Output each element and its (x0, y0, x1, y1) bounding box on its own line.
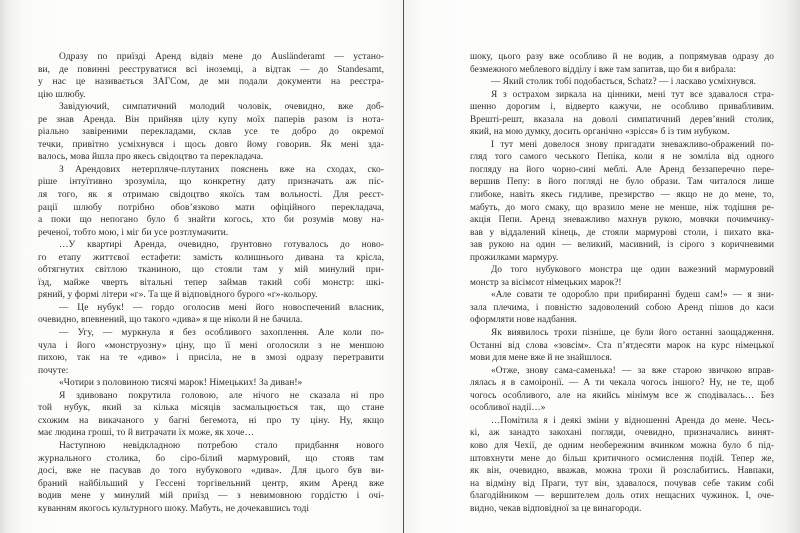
text-line: у нас це називається ЗАГСом, де ми подали документи на реєстра- (38, 77, 384, 88)
text-line: го етапу життєвої естафети: замість колишнього дивана та крісла, (38, 252, 384, 263)
paragraph (38, 390, 384, 440)
text-line: ріше інтуїтивно зрозуміла, що конкретну дату призначать аж піс- (38, 177, 384, 188)
text-line: очевидно, впевнений, що такого «дива» я ще ніколи й не бачила. (38, 315, 303, 326)
text-line: схожим на викачаного у багні бегемота, ні про ту ціну. Ну, якщо (38, 415, 384, 426)
text-line: ре знав Аренда. Він прийняв цілу купу моїх паперів разом із нота- (38, 114, 384, 125)
text-line: …Помітила я і деякі зміни у відношенні Аренда до мене. Чесь- (491, 415, 774, 426)
text-line: прожилками мармуру. (470, 252, 559, 263)
text-line: зала плечима, і повністю задоволений собою Аренд пішов до каси (470, 302, 774, 313)
text-line: — Який столик тобі подобається, Schatz? — і ласкаво усміхнувся. (491, 77, 757, 88)
text-line: видно, чекав відповідної за це винагороди. (470, 503, 642, 514)
text-line: — Угу, — муркнула я без особливого захоплення. Але коли по- (59, 328, 384, 339)
text-line: куванням якогось культурного шоку. Мабуть, не дочекавшись тоді (38, 503, 310, 514)
text-line: благодійником — вершителем доль отих нещасних чужинок. І, оче- (470, 491, 774, 502)
page-right-text (470, 51, 774, 515)
text-line: Я з острахом зиркала на цінники, мені тут все здавалося стра- (491, 89, 774, 100)
text-line: гляд того самого чеського Пепіка, коли я не зомліла від одного (470, 152, 774, 163)
text-line: течки, привітно усміхнувся і щось довго йому говорив. Як мені зда- (38, 139, 384, 150)
paragraph (38, 239, 384, 302)
text-line: погляду на його чорно-сині меблі. Але Аренд беззаперечно пере- (470, 164, 774, 175)
text-line: має людина гроші, то й витрачати їх може, як хоче… (38, 428, 254, 439)
text-line: До того нубукового монстра ще один важезний мармуровий (491, 265, 774, 276)
paragraph (470, 327, 774, 365)
text-line: — Це нубук! — гордо оголосив мені його новоспечений власник, (59, 302, 384, 313)
paragraph (470, 76, 774, 89)
text-line: мови для мене вже й не знайшлося. (470, 353, 613, 364)
text-line: реченої, тобто мою, і міг би усе розтлумачити. (38, 227, 229, 238)
text-line: Останні від слова «зовсім». Ста п’ятдесяти марок на курс німецької (470, 340, 774, 351)
text-line: Я здивовано покрутила головою, але нічого не сказала ні про (59, 390, 384, 401)
paragraph (470, 365, 774, 415)
text-line: вав у віддалений кінець, де стояли мармурові столи, і пихато вка- (470, 227, 774, 238)
text-line: а поки що непогано було б знайти когось, хто би розумів мову на- (38, 215, 384, 226)
text-line: монстр за вісімсот німецьких марок?! (470, 277, 622, 288)
text-line: Одразу по приїзді Аренд відвіз мене до Ausländeramt — устано- (59, 52, 384, 62)
paragraph (470, 139, 774, 264)
text-line: безмежного меблевого відділу і вже там запитав, що би я вибрала: (470, 64, 736, 75)
paragraph (38, 51, 384, 101)
text-line: валось, мова йшла про якесь свідоцтво та перекладача. (38, 152, 264, 163)
text-line: кі, аж занадто закохані погляди, очевидно, призначались винят- (470, 428, 774, 439)
text-line: водив мене у минулий мій приїзд — з невимовною гордістю і очі- (38, 491, 384, 502)
text-line: шоку, цього разу вже особливо й не водив, а попрямував одразу до (470, 52, 774, 62)
text-line: рації шлюбу потрібно обов’язково мати офіційного перекладача, (38, 202, 384, 213)
paragraph (38, 327, 384, 377)
paragraph (470, 51, 774, 76)
paragraph (470, 89, 774, 139)
text-line: вершив Пепу: в його погляді не було образи. Там читалося лише (470, 177, 774, 188)
text-line: пихою, так на те «диво» і присіла, не в змозі одразу перетравити (38, 353, 384, 364)
paragraph (470, 289, 774, 327)
text-line: лялась я в самоіронії. — А ти чекала чогось іншого? Ну, не те, щоб (470, 378, 774, 389)
paragraph (470, 415, 774, 515)
text-line: той нубук, який за кілька місяців засмальцюється так, що стане (38, 403, 384, 414)
text-line: І тут мені довелося знову пригадати зневажливо-ображений по- (491, 139, 774, 150)
text-line: ряний, у формі літери «г». Та ще й відповідного бурого «г»-кольору. (38, 290, 318, 301)
text-line: акція Пепи. Аренд зневажливо махнув рукою, мовчки почимчику- (470, 215, 774, 226)
paragraph (38, 101, 384, 164)
paragraph (38, 164, 384, 239)
text-line: чула і його «монструозну» ціну, що її мені оголосили з не меншою (38, 340, 384, 351)
text-line: «Отже, знову сама-саменька! — за вже старою звичкою вправ- (491, 365, 774, 376)
text-line: штовхнути мене до більш критичного осмислення подій. Тепер же, (470, 453, 774, 464)
paragraph (38, 440, 384, 515)
text-line: мабуть, до мого смаку, що вразило мене не менше, ніж тодішня ре- (470, 202, 774, 213)
text-line: на відміну від Праги, тут він, здавалося, почував себе таким собі (470, 478, 774, 489)
text-line: глибоке, навіть якесь гидливе, презирство — якщо не до мене, то, (470, 190, 774, 201)
text-line: Як виявилось трохи пізніше, це були його останні заощадження. (491, 328, 774, 339)
text-line: ля того, як я отримаю свідоцтво якоїсь там вольності. Для реєст- (38, 190, 384, 201)
text-line: ріально завіреними перекладами, склав усе те добро до окремої (38, 127, 384, 138)
text-line: Завідуючий, симпатичний молодий чоловік, очевидно, вже доб- (59, 102, 384, 113)
text-line: Врешті-решт, вказала на доволі симпатичний дерев’яний столик, (470, 114, 774, 125)
text-line: який, на мою думку, досить органічно «зрісся» б із тим нубуком. (470, 127, 730, 138)
text-line: …У квартирі Аренда, очевидно, ґрунтовно готувалось до ново- (59, 240, 384, 251)
text-line: журнального столика, бо сіро-білий мармуровий, що стояв там (38, 453, 384, 464)
paragraph (470, 264, 774, 289)
paragraph (38, 302, 384, 327)
text-line: особливої надії…» (470, 403, 546, 414)
text-line: досі, вже не пасував до того нубукового «дива». Для цього був ви- (38, 466, 384, 477)
text-line: З Арендових нетерпляче-плутаних пояснень вже на сходах, ско- (59, 164, 384, 175)
text-line: браний найбільший у Гессені торгівельний центр, яким Аренд вже (38, 478, 384, 489)
text-line: оформляти нове надбання. (470, 315, 577, 326)
text-line: їзд, майже чверть вітальні тепер займав такий собі монстр: шкі- (38, 277, 384, 288)
text-line: почуте: (38, 365, 69, 376)
text-line: цію шлюбу. (38, 89, 86, 100)
text-line: «Але совати те одоробло при прибиранні будеш сам!» — я зни- (491, 290, 774, 301)
page-left-text (38, 51, 384, 515)
page-right (404, 0, 800, 533)
text-line: ви, де повинні реєструватися всі іноземці, а відтак — до Standesamt, (38, 64, 384, 75)
text-line: як він, очевидно, вважав, можна трохи й розслабитись. Навпаки, (470, 466, 774, 477)
text-line: ково для Чехії, де одним необережним вчинком можна було б під- (470, 440, 774, 451)
text-line: Наступною невідкладною потребою стало придбання нового (59, 440, 384, 451)
text-line: зав рукою на один — великий, масивний, із сірого з коричневими (470, 240, 774, 251)
paragraph (38, 377, 384, 390)
text-line: чогось особливого, але на якийсь мінімум все ж сподівалась… Без (470, 390, 774, 401)
text-line: «Чотири з половиною тисячі марок! Німецьких! За диван!» (59, 378, 303, 389)
text-line: шенно дорогим і, відверто кажучи, не особливо привабливим. (470, 102, 774, 113)
text-line: обтягнутих світлою тканиною, що стояли там у мій минулий при- (38, 265, 384, 276)
